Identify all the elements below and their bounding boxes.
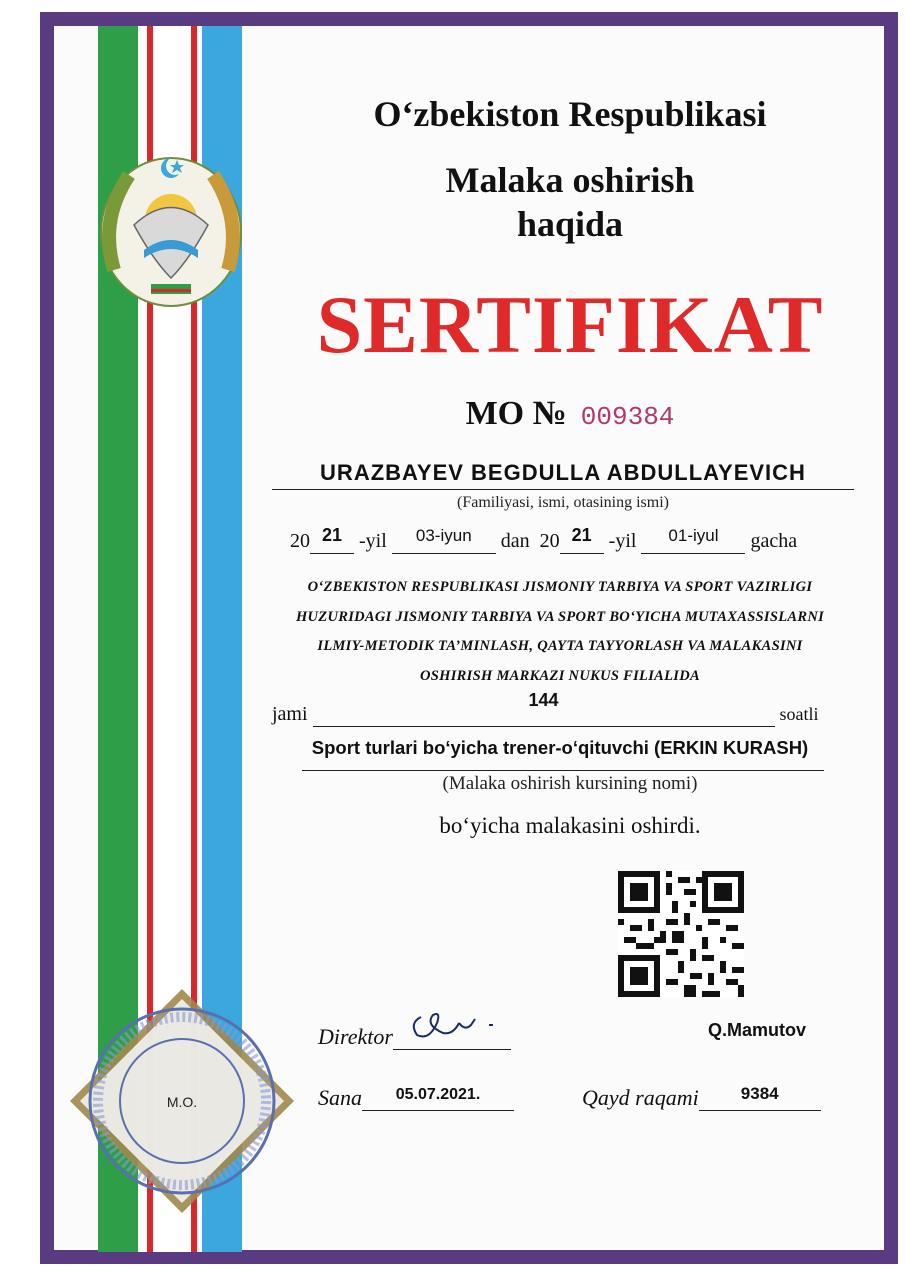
dan-label: dan: [500, 530, 530, 552]
person-name: URAZBAYEV BEGDULLA ABDULLAYEVICH: [272, 460, 854, 490]
serial-prefix: MO №: [465, 395, 567, 432]
registration-label: Qayd raqami: [582, 1085, 699, 1110]
course-name: Sport turlari bo‘yicha trener-o‘qituvchi (ERKIN KURASH): [311, 737, 809, 758]
qr-code-icon: [618, 871, 744, 997]
header-line-1: O‘zbekiston Respublikasi: [373, 94, 767, 134]
organization-text: [260, 573, 860, 691]
registration-row: [582, 1085, 852, 1111]
date-field: [362, 1086, 514, 1111]
end-date-value: 01-iyul: [668, 526, 719, 545]
official-stamp-icon: [66, 985, 298, 1217]
year-prefix: 20: [290, 530, 310, 552]
course-underline: [302, 770, 824, 771]
course-caption: (Malaka oshirish kursining nomi): [442, 773, 698, 794]
yil-label: -yil: [359, 530, 387, 552]
jami-label: jami: [272, 703, 308, 725]
start-year-value: 21: [321, 525, 343, 545]
end-date-field: [641, 526, 745, 554]
organization-line: OSHIRISH MARKAZI NUKUS FILIALIDA: [420, 667, 700, 684]
end-year-value: 21: [571, 525, 592, 545]
yil-label: -yil: [608, 530, 637, 552]
registration-field: [699, 1084, 821, 1111]
start-date-value: 03-iyun: [415, 526, 472, 545]
date-value: 05.07.2021.: [395, 1086, 481, 1103]
organization-line: HUZURIDAGI JISMONIY TARBIYA VA SPORT BO‘YICHA MUTAXASSISLARNI: [295, 608, 825, 625]
gacha-label: gacha: [750, 530, 798, 552]
certificate-title: SERTIFIKAT: [316, 279, 824, 370]
header-line-2-3: [300, 158, 840, 246]
director-row: [318, 1023, 558, 1050]
date-row: [318, 1085, 558, 1111]
hours-value: 144: [528, 690, 559, 710]
date-label: Sana: [318, 1085, 362, 1110]
registration-value: 9384: [740, 1084, 779, 1103]
serial-value: 009384: [580, 402, 675, 432]
hours-field: [313, 690, 775, 727]
organization-line: ILMIY-METODIK TA’MINLASH, QAYTA TAYYORLASH VA MALAKASINI: [317, 638, 803, 654]
organization-line: O‘ZBEKISTON RESPUBLIKASI JISMONIY TARBIYA VA SPORT VAZIRLIGI: [307, 579, 813, 595]
director-label: Direktor: [318, 1024, 393, 1049]
header-line-2: Malaka oshirish: [445, 160, 695, 200]
closing-text: bo‘yicha malakasini oshirdi.: [439, 813, 701, 838]
stamp-center-text: M.O.: [166, 1094, 198, 1110]
director-name: Q.Mamutov: [708, 1020, 807, 1040]
period-row: [290, 525, 850, 554]
hours-row: [272, 690, 852, 727]
start-date-field: [392, 526, 496, 554]
person-caption: (Familiyasi, ismi, otasining ismi): [457, 494, 669, 511]
start-year-field: [310, 525, 354, 554]
director-signature-line: [393, 1023, 511, 1050]
year-prefix: 20: [539, 530, 560, 552]
header-line-3: haqida: [516, 204, 624, 244]
signature-icon: [403, 1005, 521, 1045]
end-year-field: [560, 525, 604, 554]
soatli-label: soatli: [779, 704, 819, 724]
coat-of-arms-icon: [94, 150, 248, 310]
serial-number: [300, 395, 840, 433]
